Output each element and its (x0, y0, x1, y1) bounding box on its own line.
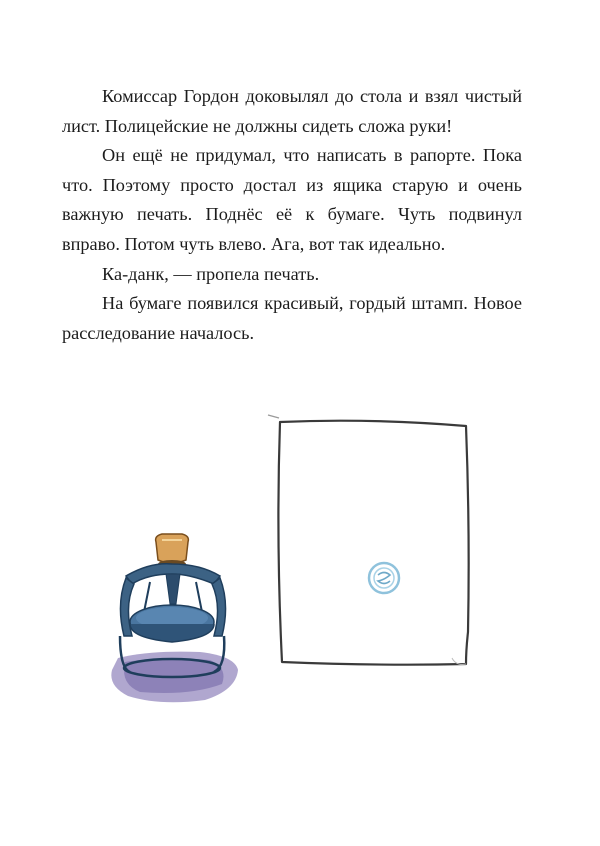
story-text (62, 82, 522, 348)
paragraph-4: На бумаге появился красивый, гордый штамп. Новое расследование началось. (62, 293, 522, 343)
paragraph-3: Ка-данк, — пропела печать. (102, 263, 320, 284)
illustration (0, 400, 600, 730)
paper-sheet-icon (268, 415, 469, 665)
paragraph-1: Комиссар Гордон доковылял до стола и взял чистый лист. Полицейские не должны сидеть сложа руки! (62, 86, 522, 136)
paragraph-2: Он ещё не придумал, что написать в рапорте. Пока что. Поэтому просто достал из ящика старую и очень важную печать. Поднёс её к бумаге. Чуть подвинул вправо. Потом чуть влево. Ага, вот так идеально. (62, 145, 522, 254)
